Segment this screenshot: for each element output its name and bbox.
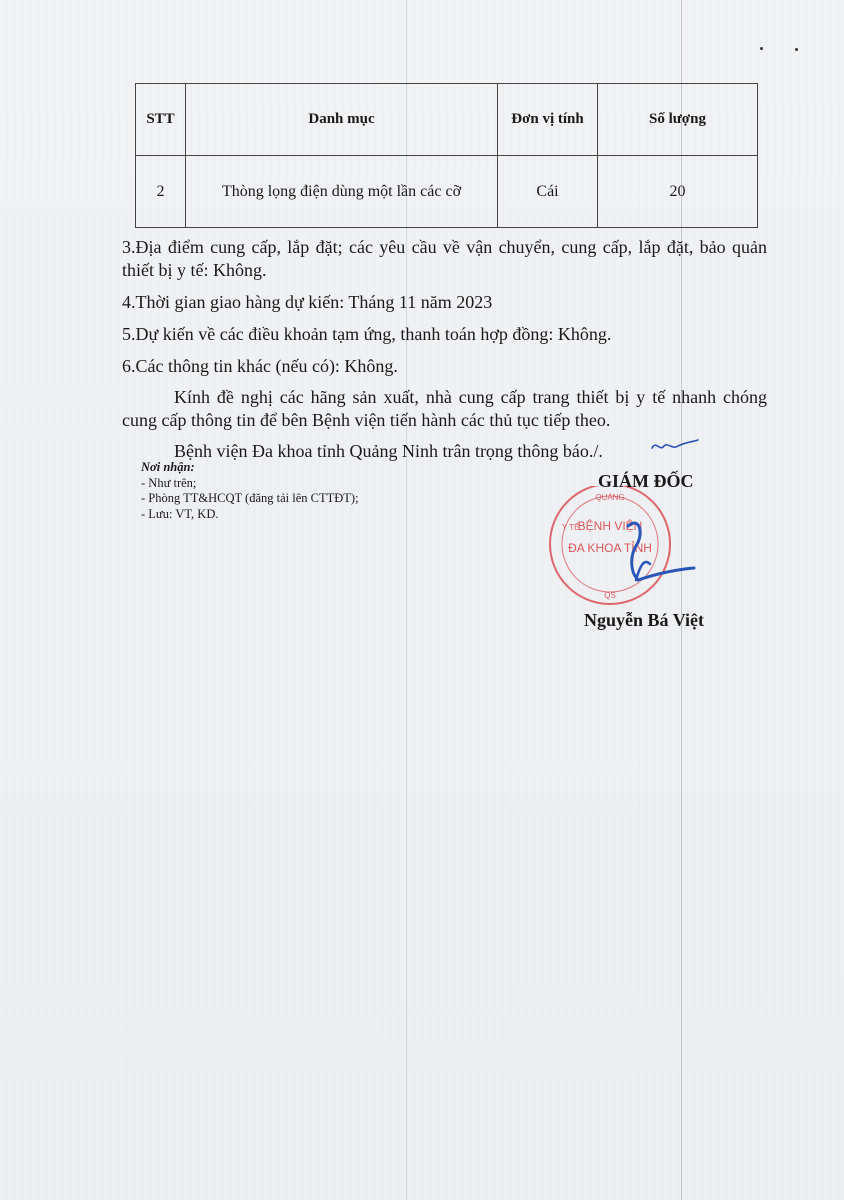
col-header-item: Danh mục [186, 84, 498, 156]
recipient-item: - Lưu: VT, KD. [141, 506, 219, 521]
recipients-heading: Nơi nhận: [141, 460, 195, 474]
recipient-item: - Phòng TT&HCQT (đăng tải lên CTTĐT); [141, 491, 359, 505]
item-table [135, 83, 758, 228]
scan-speck [795, 48, 798, 51]
col-header-unit: Đơn vị tính [498, 84, 598, 156]
scan-speck [760, 47, 763, 50]
paragraph-payment-terms: 5.Dự kiến về các điều khoản tạm ứng, thanh toán hợp đồng: Không. [122, 324, 612, 344]
cell-stt: 2 [136, 156, 186, 228]
paragraph-delivery-time: 4.Thời gian giao hàng dự kiến: Tháng 11 năm 2023 [122, 292, 493, 312]
cell-qty: 20 [598, 156, 758, 228]
stamp-ring-bottom: QS [604, 591, 616, 600]
stamp-line-2: ĐA KHOA TỈNH [568, 541, 652, 555]
paragraph-other-info: 6.Các thông tin khác (nếu có): Không. [122, 356, 398, 376]
stamp-ring-top: QUẢNG [595, 493, 625, 502]
initial-mark [648, 434, 700, 456]
table-header-row [136, 84, 758, 156]
paragraph-delivery-location: 3.Địa điểm cung cấp, lắp đặt; các yêu cầu về vận chuyển, cung cấp, lắp đặt, bảo quản thiết bị y tế: Không. [122, 237, 767, 280]
recipient-item: - Như trên; [141, 475, 197, 490]
paragraph-closing: Bệnh viện Đa khoa tỉnh Quảng Ninh trân trọng thông báo./. [174, 441, 603, 461]
stamp-line-1: BỆNH VIỆN [577, 519, 643, 533]
table-row [136, 156, 758, 228]
col-header-stt: STT [136, 84, 186, 156]
cell-item: Thòng lọng điện dùng một lần các cỡ [186, 156, 498, 228]
recipients-block [141, 460, 359, 522]
col-header-qty: Số lượng [598, 84, 758, 156]
cell-unit: Cái [498, 156, 598, 228]
signer-name: Nguyễn Bá Việt [584, 610, 705, 630]
signer-title: GIÁM ĐỐC [598, 471, 694, 491]
paragraph-request: Kính đề nghị các hãng sản xuất, nhà cung cấp trang thiết bị y tế nhanh chóng cung cấp thông tin để bên Bệnh viện tiến hành các thủ tục tiếp theo. [122, 387, 767, 430]
official-stamp [540, 486, 700, 606]
stamp-ring-left: Y TẾ [562, 523, 580, 532]
